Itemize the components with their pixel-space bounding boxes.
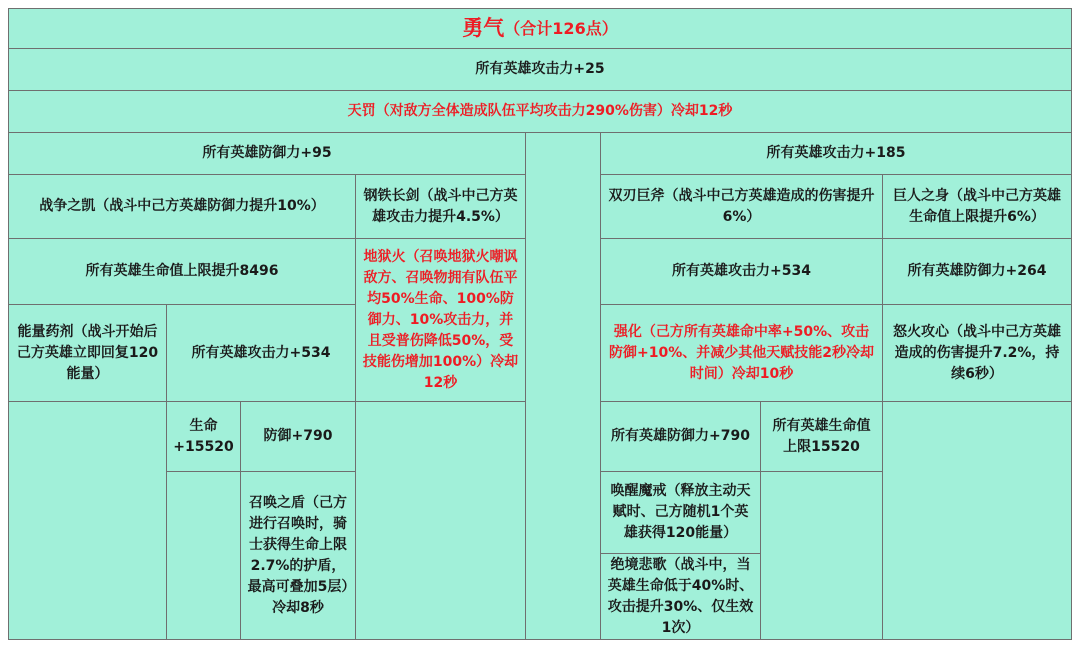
right-defense-790: 所有英雄防御力+790: [600, 401, 761, 472]
row-tianfa: 天罚（对敌方全体造成队伍平均攻击力290%伤害）冷却12秒: [8, 90, 1072, 133]
left-empty-a: [8, 401, 167, 640]
left-hp-15520: 生命+15520: [166, 401, 241, 472]
left-attack-534: 所有英雄攻击力+534: [166, 304, 356, 402]
right-desperate-song: 绝境悲歌（战斗中，当英雄生命低于40%时、攻击提升30%、仅生效1次）: [600, 553, 761, 640]
title-sub: （合计126点）: [504, 19, 618, 38]
left-hp-8496: 所有英雄生命值上限提升8496: [8, 238, 356, 305]
left-defense-790: 防御+790: [240, 401, 356, 472]
right-giant-body: 巨人之身（战斗中己方英雄生命值上限提升6%）: [882, 174, 1072, 239]
left-hellfire: 地狱火（召唤地狱火嘲讽敌方、召唤物拥有队伍平均50%生命、100%防御力、10%攻击力，并且受普伤降低50%，受技能伤增加100%）冷却12秒: [355, 238, 526, 402]
left-energy-potion: 能量药剂（战斗开始后己方英雄立即回复120能量）: [8, 304, 167, 402]
right-attack-185: 所有英雄攻击力+185: [600, 132, 1072, 175]
left-defense-95: 所有英雄防御力+95: [8, 132, 526, 175]
right-attack-534: 所有英雄攻击力+534: [600, 238, 883, 305]
center-gap: [525, 132, 601, 640]
right-strengthen: 强化（己方所有英雄命中率+50%、攻击防御+10%、并减少其他天赋技能2秒冷却时间）冷却10秒: [600, 304, 883, 402]
row-attack-25: 所有英雄攻击力+25: [8, 48, 1072, 91]
right-empty-b: [760, 471, 883, 640]
title-main: 勇气: [462, 16, 505, 40]
left-steel-sword: 钢铁长剑（战斗中己方英雄攻击力提升4.5%）: [355, 174, 526, 239]
right-fury: 怒火攻心（战斗中己方英雄造成的伤害提升7.2%，持续6秒）: [882, 304, 1072, 402]
right-awaken-ring: 唤醒魔戒（释放主动天赋时、己方随机1个英雄获得120能量）: [600, 471, 761, 554]
right-hp-15520: 所有英雄生命值上限15520: [760, 401, 883, 472]
left-empty-c: [166, 471, 241, 640]
right-defense-264: 所有英雄防御力+264: [882, 238, 1072, 305]
right-empty-a: [882, 401, 1072, 640]
left-empty-b: [355, 401, 526, 640]
left-summon-shield: 召唤之盾（己方进行召唤时，骑士获得生命上限2.7%的护盾，最高可叠加5层）冷却8秒: [240, 471, 356, 640]
left-war-triumph: 战争之凯（战斗中己方英雄防御力提升10%）: [8, 174, 356, 239]
page-title: [8, 8, 1072, 49]
right-twin-axe: 双刃巨斧（战斗中己方英雄造成的伤害提升6%）: [600, 174, 883, 239]
